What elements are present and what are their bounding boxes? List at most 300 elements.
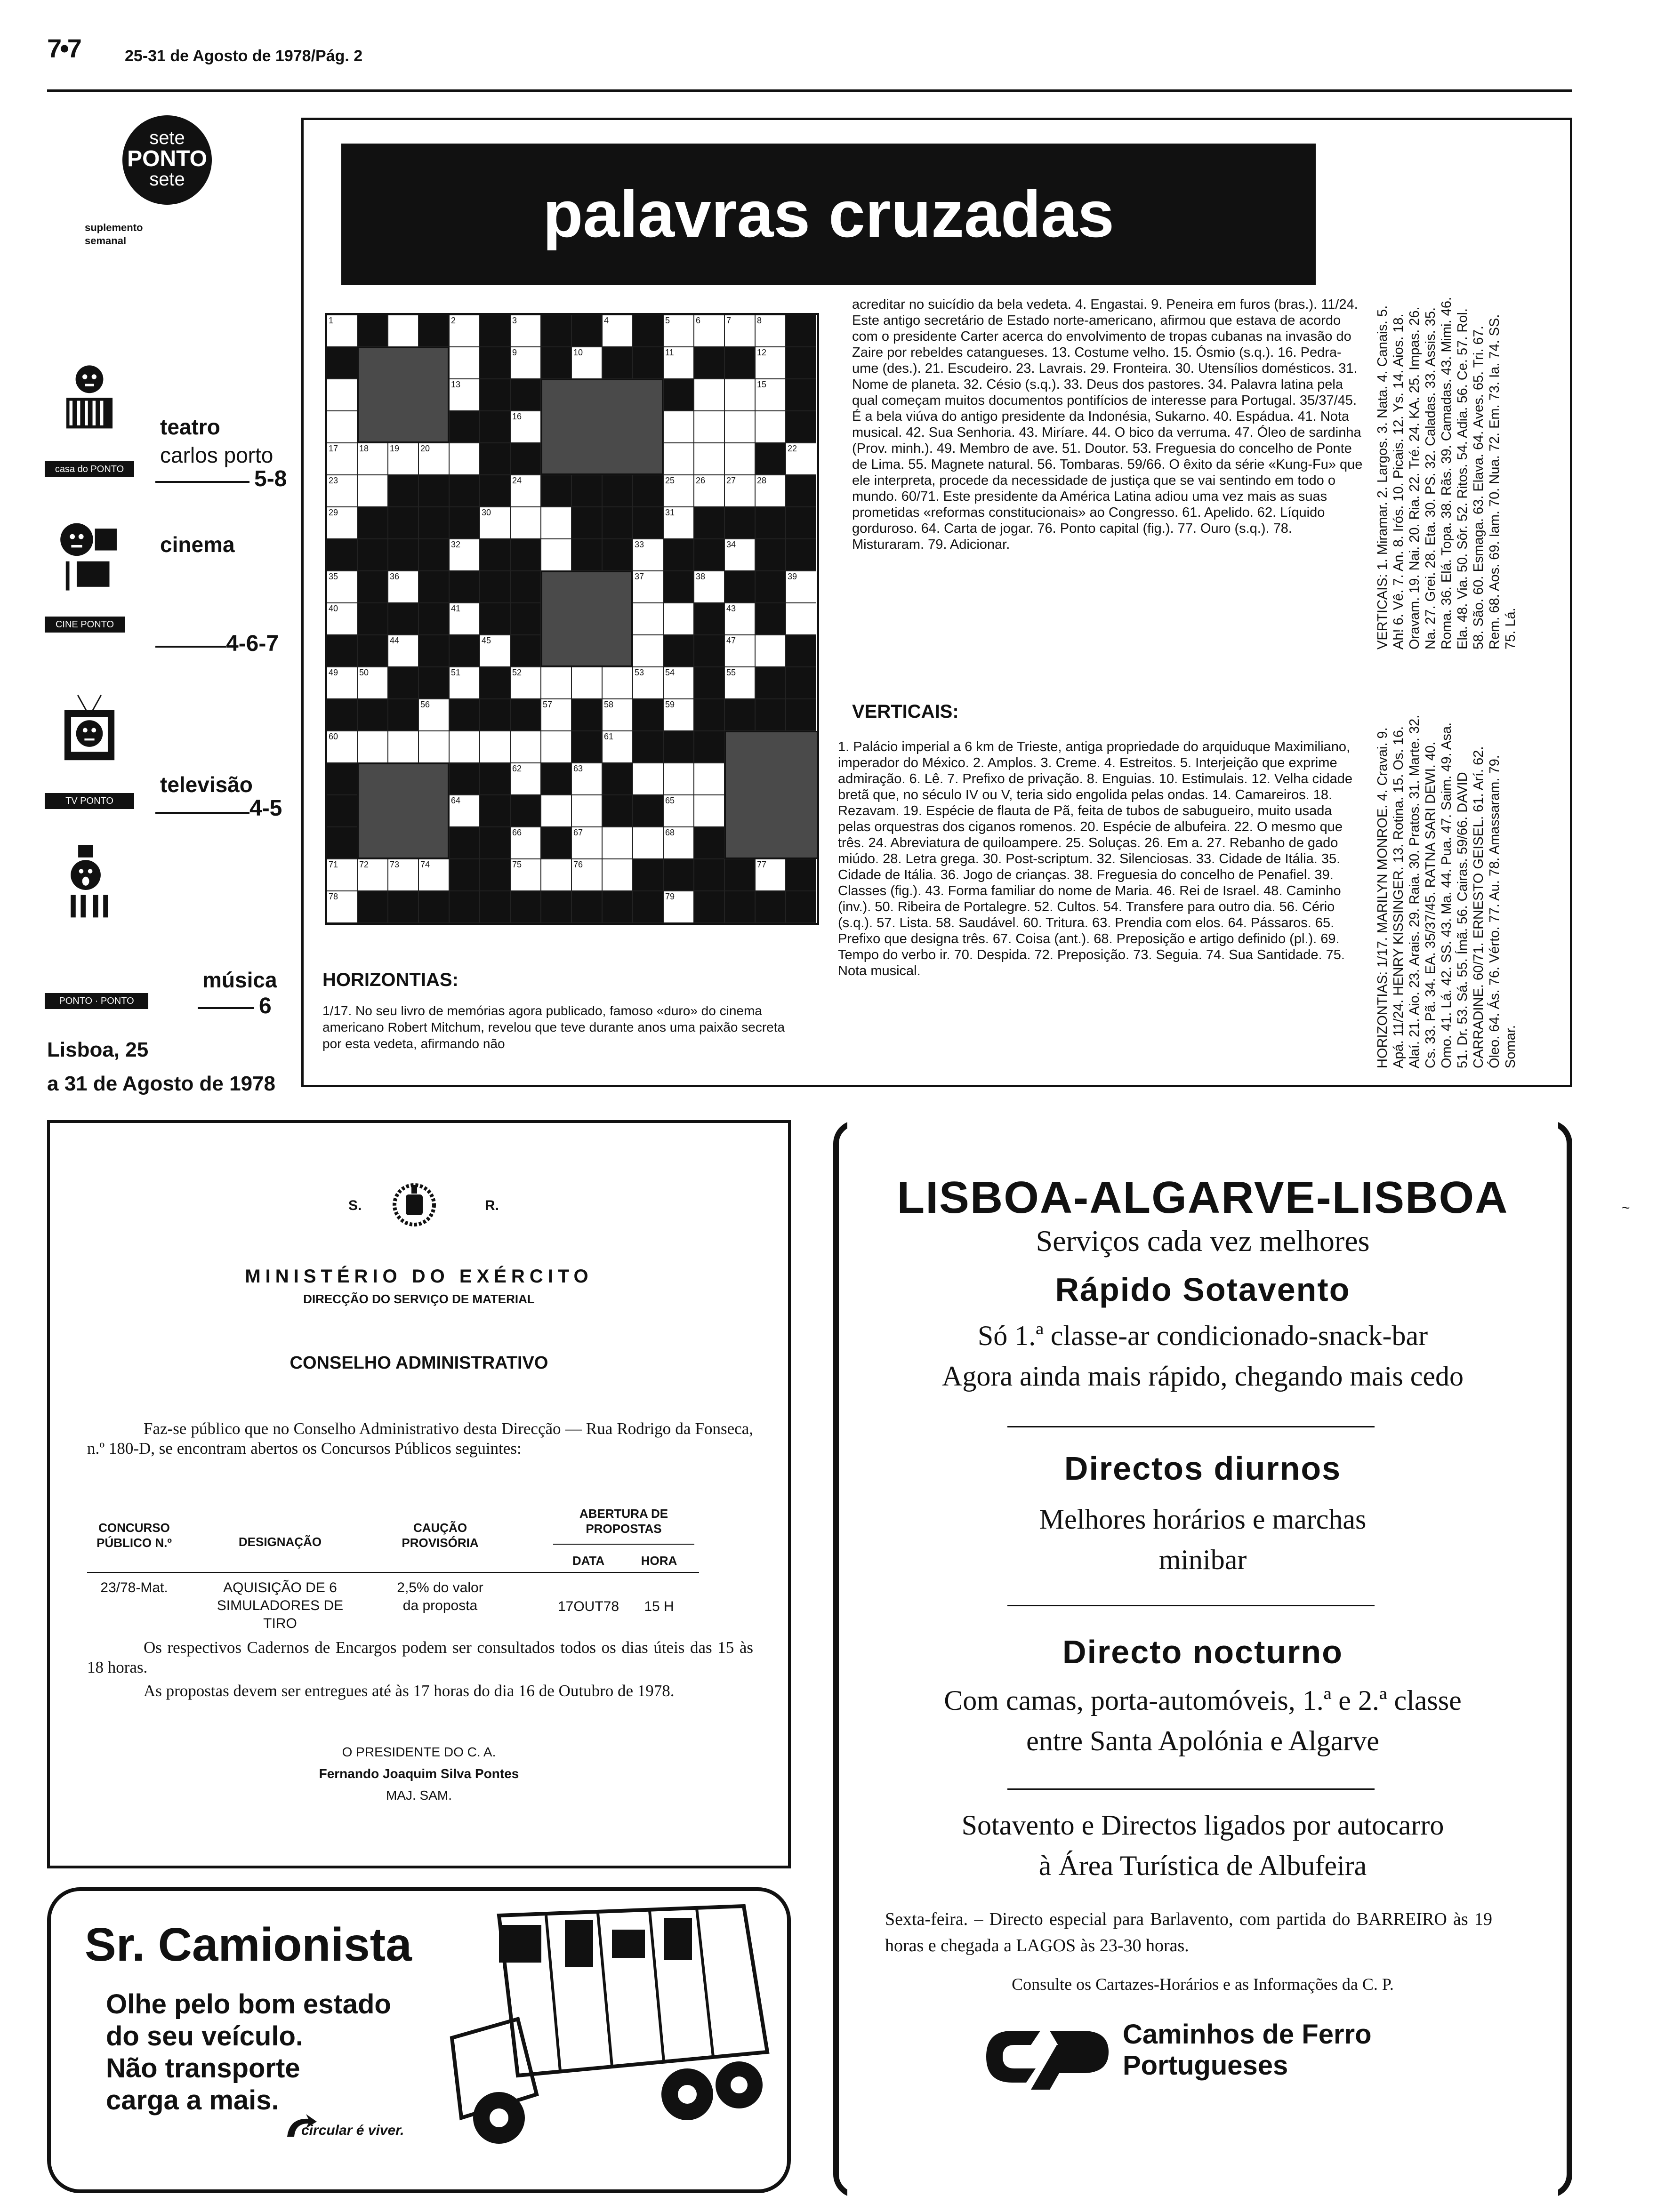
crossword-cell[interactable]: 77 <box>755 859 786 891</box>
camionista-slogan: circular é viver. <box>301 2123 404 2138</box>
crossword-block <box>755 603 786 635</box>
photo-henry-kissinger <box>541 379 663 475</box>
camionista-line-4: carga a mais. <box>106 2085 279 2116</box>
crossword-cell[interactable] <box>571 795 602 827</box>
crossword-cell[interactable]: 15 <box>755 379 786 411</box>
cp-rule-1 <box>1007 1426 1375 1427</box>
crossword-block <box>694 635 724 667</box>
crossword-cell[interactable] <box>602 859 633 891</box>
crossword-cell[interactable]: 51 <box>449 667 480 699</box>
camionista-line-1: Olhe pelo bom estado <box>106 1989 391 2020</box>
crossword-cell[interactable]: 49 <box>327 667 357 699</box>
crossword-cell[interactable]: 32 <box>449 539 480 571</box>
crossword-cell[interactable]: 12 <box>755 347 786 379</box>
crossword-cell[interactable]: 54 <box>663 667 694 699</box>
camionista-line-3: Não transporte <box>106 2053 300 2084</box>
crossword-block <box>694 859 724 891</box>
cell-designacao: AQUISIÇÃO DE 6 SIMULADORES DE TIRO <box>217 1580 344 1631</box>
newspaper-logo: 7•7 <box>47 33 80 63</box>
crossword-block <box>694 603 724 635</box>
crossword-cell[interactable]: 64 <box>449 795 480 827</box>
cp-consulte: Consulte os Cartazes-Horários e as Informações da C. P. <box>1012 1975 1394 1994</box>
crossword-block <box>633 731 663 763</box>
crossword-block <box>694 667 724 699</box>
table-header-rule <box>87 1572 699 1573</box>
cp-diurnos-line-2: minibar <box>1158 1544 1247 1575</box>
crossword-cell[interactable] <box>449 347 480 379</box>
crossword-cell[interactable]: 19 <box>388 443 418 475</box>
crossword-cell[interactable]: 10 <box>571 347 602 379</box>
crossword-cell[interactable]: 29 <box>327 507 357 539</box>
crossword-cell[interactable]: 36 <box>388 571 418 603</box>
crossword-block <box>357 635 388 667</box>
crossword-cell[interactable]: 11 <box>663 347 694 379</box>
crossword-block <box>357 603 388 635</box>
crossword-cell[interactable]: 66 <box>510 827 541 859</box>
crossword-cell[interactable]: 60 <box>327 731 357 763</box>
crossword-cell[interactable]: 27 <box>724 475 755 507</box>
ministry-foot-1: Os respectivos Cadernos de Encargos podem ser consultados todos os dias úteis das 15 às 18 horas. <box>87 1638 753 1676</box>
crossword-cell[interactable]: 25 <box>663 475 694 507</box>
crossword-block <box>786 315 816 347</box>
crossword-block <box>480 347 510 379</box>
crossword-cell[interactable]: 31 <box>663 507 694 539</box>
crossword-block <box>480 891 510 923</box>
crossword-block <box>327 635 357 667</box>
crossword-cell[interactable]: 63 <box>571 763 602 795</box>
section-cinema: cinema <box>160 532 235 557</box>
crossword-cell[interactable] <box>571 667 602 699</box>
crossword-block <box>510 539 541 571</box>
crossword-block <box>755 539 786 571</box>
crossword-block <box>480 795 510 827</box>
crossword-block <box>480 667 510 699</box>
crossword-cell[interactable] <box>694 411 724 443</box>
crossword-block <box>510 891 541 923</box>
crossword-block <box>388 475 418 507</box>
crossword-block <box>694 347 724 379</box>
crossword-cell[interactable]: 68 <box>663 827 694 859</box>
crossword-cell[interactable]: 28 <box>755 475 786 507</box>
crossword-cell[interactable]: 47 <box>724 635 755 667</box>
crossword-block <box>724 699 755 731</box>
crossword-cell[interactable] <box>541 667 571 699</box>
crossword-block <box>357 571 388 603</box>
crossword-cell[interactable]: 57 <box>541 699 571 731</box>
crossword-block <box>480 827 510 859</box>
crossword-cell[interactable] <box>694 795 724 827</box>
crossword-cell[interactable]: 16 <box>510 411 541 443</box>
crossword-cell[interactable]: 45 <box>480 635 510 667</box>
crossword-cell[interactable]: 76 <box>571 859 602 891</box>
section-musica-rule <box>198 1007 254 1009</box>
crossword-block <box>571 315 602 347</box>
crossword-cell[interactable] <box>418 731 449 763</box>
cp-nocturno-line-2: entre Santa Apolónia e Algarve <box>1026 1725 1379 1756</box>
photo-david-carradine <box>724 731 819 859</box>
crossword-cell[interactable]: 61 <box>602 731 633 763</box>
cp-name-line-2: Portugueses <box>1123 2050 1288 2081</box>
crossword-block <box>663 859 694 891</box>
section-teatro-rule <box>155 481 249 483</box>
crossword-cell[interactable]: 71 <box>327 859 357 891</box>
ministry-foot-2: As propostas devem ser entregues até às 17 horas do dia 16 de Outubro de 1978. <box>144 1682 675 1700</box>
crossword-block <box>571 475 602 507</box>
cell-data: 17OUT78 <box>557 1599 619 1614</box>
crossword-cell[interactable]: 5 <box>663 315 694 347</box>
crossword-cell[interactable]: 50 <box>357 667 388 699</box>
crossword-block <box>755 571 786 603</box>
crossword-cell[interactable]: 62 <box>510 763 541 795</box>
crossword-cell[interactable] <box>755 635 786 667</box>
crossword-block <box>694 891 724 923</box>
crossword-block <box>724 891 755 923</box>
crossword-cell[interactable] <box>663 603 694 635</box>
crossword-block <box>418 539 449 571</box>
crossword-block <box>480 763 510 795</box>
cp-autocarro-line-2: à Área Turística de Albufeira <box>1038 1850 1367 1881</box>
verticais-clues: 1. Palácio imperial a 6 km de Trieste, antiga propriedade do arquiduque Maximiliano, imperador do México. 2. Amplos. 3. Creme. 4. Estreitos. 5. Interjeição que exprime admiração. 6. Lê. 7. Prefixo de privação. 8. Enguias. 10. Estimulais. 12. Velha cidade bretã que, no século IV ou V, teria sido engolida pelas ondas. 14. Camareiros. 18. Rezavam. 19. Espécie de flauta de Pã, feita de tubos de sabugueiro, muito usada pelas orquestras dos ciganos romenos. 20. Espécie de albufeira. 22. O mesmo que três. 24. Abreviatura de quiloampere. 25. Soluças. 26. Em a. 27. Rebanho de gado miúdo. 28. Letra grega. 30. Post-scriptum. 32. Silenciosas. 33. Cidade de Itália. 35. Cidade de Itália. 36. Jogo de crianças. 38. Freguesia do concelho de Penafiel. 39. Classes (fig.). 43. Forma familiar do nome de Maria. 46. Rei de Israel. 48. Caminho (inv.). 50. Ribeira de Portalegre. 52. Cultos. 54. Transfere para outro dia. 56. Cério (s.q.). 57. Lista. 58. Saudável. 60. Tritura. 63. Prendia com elos. 64. Pássaros. 65. Prefixo que designa três. 67. Coisa (ant.). 68. Preposição e artigo definido (pl.). 69. Tempo do verbo ir. 70. Despida. 72. Preposição. 73. Seguia. 74. Sua Santidade. 75. Nota musical. <box>838 739 1352 978</box>
ministry-title: MINISTÉRIO DO EXÉRCITO <box>245 1266 593 1287</box>
signature-name: Fernando Joaquim Silva Pontes <box>319 1766 519 1781</box>
crossword-block <box>633 347 663 379</box>
crossword-block <box>694 539 724 571</box>
crossword-cell[interactable] <box>633 763 663 795</box>
crossword-cell[interactable]: 8 <box>755 315 786 347</box>
crossword-block <box>633 475 663 507</box>
cp-rapido-text <box>833 1315 1572 1396</box>
col-caucao: CAUÇÃO PROVISÓRIA <box>402 1521 479 1550</box>
crossword-cell[interactable]: 33 <box>633 539 663 571</box>
crossword-block <box>480 699 510 731</box>
crossword-cell[interactable]: 18 <box>357 443 388 475</box>
col-data: DATA <box>572 1554 605 1568</box>
crossword-cell[interactable]: 23 <box>327 475 357 507</box>
crossword-cell[interactable] <box>541 859 571 891</box>
col-hora: HORA <box>641 1554 677 1568</box>
crossword-cell[interactable]: 78 <box>327 891 357 923</box>
crossword-block <box>571 507 602 539</box>
crossword-block <box>327 795 357 827</box>
musica-badge: PONTO · PONTO <box>45 993 148 1009</box>
crossword-grid <box>325 313 819 925</box>
supplement-line-2: semanal <box>85 235 127 247</box>
crossword-cell[interactable] <box>724 443 755 475</box>
crossword-block <box>388 507 418 539</box>
crossword-block <box>755 507 786 539</box>
crossword-block <box>510 699 541 731</box>
cp-nocturno-text <box>833 1680 1572 1761</box>
crossword-block <box>327 347 357 379</box>
crossword-cell[interactable] <box>724 411 755 443</box>
section-teatro-author: carlos porto <box>160 443 273 467</box>
crossword-cell[interactable]: 38 <box>694 571 724 603</box>
solution-verticais: VERTICAIS: 1. Miramar. 2. Largos. 3. Nata. 4. Canais. 5. Ah! 6. Vê. 7. An. 8. Irós. 10. Picais. 12. Ys. 14. Aios. 18. Oravam. 19. Nai. 20. Ria. 22. Tré. 24. KA. 25. Impas. 26. Na. 27. Grei. 28. Eta. 30. PS. 32. Caladas. 33. Assis. 35. Roma. 36. Elá. Topa. 38. Rãs. 39. Camadas. 43. Mimi. 46. Ela. 48. Via. 50. Sôr. 52. Ritos. 54. Adia. 56. Ce. 57. Rol. 58. São. 60. Esmaga. 63. Elava. 64. Aves. 65. Tri. 67. Rem. 68. Aos. 69. Iam. 70. Nua. 72. Em. 73. Ia. 74. SS. 75. Lá. <box>1375 297 1518 649</box>
crossword-block <box>724 859 755 891</box>
cinema-badge: CINE PONTO <box>45 617 125 633</box>
horizontais-clues: 1/17. No seu livro de memórias agora publicado, famoso «duro» do cinema americano Robert Mitchum, revelou que teve durante anos uma paixão secreta por esta vedeta, afirmando não <box>322 1003 785 1051</box>
crossword-block <box>510 795 541 827</box>
crossword-block <box>602 347 633 379</box>
photo-marilyn-monroe <box>357 347 449 443</box>
crossword-cell[interactable] <box>449 731 480 763</box>
crossword-cell[interactable] <box>633 635 663 667</box>
crossword-block <box>480 411 510 443</box>
crossword-cell[interactable]: 3 <box>510 315 541 347</box>
ministry-signature <box>47 1741 791 1806</box>
crossword-block <box>449 571 480 603</box>
crossword-cell[interactable]: 6 <box>694 315 724 347</box>
crossword-cell[interactable]: 20 <box>418 443 449 475</box>
crossword-block <box>418 667 449 699</box>
verticais-heading: VERTICAIS: <box>852 701 959 722</box>
crossword-cell[interactable]: 75 <box>510 859 541 891</box>
crossword-block <box>388 667 418 699</box>
crossword-block <box>449 699 480 731</box>
crossword-block <box>327 539 357 571</box>
crossword-cell[interactable]: 13 <box>449 379 480 411</box>
crossword-block <box>480 443 510 475</box>
crossword-cell[interactable]: 30 <box>480 507 510 539</box>
crossword-block <box>786 347 816 379</box>
photo-ernesto-geisel <box>357 763 449 859</box>
cp-nocturno-line-1: Com camas, porta-automóveis, 1.ª e 2.ª classe <box>944 1685 1462 1716</box>
cinema-camera-icon <box>45 518 134 598</box>
crossword-cell[interactable] <box>357 475 388 507</box>
crossword-cell[interactable] <box>510 507 541 539</box>
crossword-block <box>480 603 510 635</box>
crossword-cell[interactable] <box>755 411 786 443</box>
margin-mark: ~ <box>1622 1200 1630 1216</box>
crossword-cell[interactable]: 2 <box>449 315 480 347</box>
cp-logo-icon <box>979 2019 1116 2094</box>
crossword-cell[interactable]: 73 <box>388 859 418 891</box>
crossword-block <box>663 539 694 571</box>
crossword-block <box>694 731 724 763</box>
crossword-cell[interactable]: 39 <box>786 571 816 603</box>
crossword-cell[interactable]: 1 <box>327 315 357 347</box>
crossword-block <box>571 699 602 731</box>
crossword-block <box>388 699 418 731</box>
crossword-cell[interactable]: 59 <box>663 699 694 731</box>
crossword-cell[interactable]: 22 <box>786 443 816 475</box>
crossword-block <box>541 475 571 507</box>
crossword-cell[interactable] <box>541 731 571 763</box>
crossword-block <box>755 699 786 731</box>
section-musica-pages: 6 <box>259 994 272 1018</box>
section-televisao-rule <box>155 812 249 814</box>
crossword-block <box>786 475 816 507</box>
crossword-cell[interactable] <box>388 315 418 347</box>
solution-horizontais: HORIZONTIAS: 1/17. MARILYN MONROE. 4. Cravai. 9. Apá. 11/24. HENRY KISSINGER. 13. Rotina. 15. Os. 16. Alaí. 21. Aio. 23. Arais. 29. Raia. 30. Pratos. 31. Marte. 32. Cs. 33. Pã. 34. EA. 35/37/45. RATNA SARI DEWI. 40. Omo. 41. Lá. 42. SS. 43. Ma. 44. Pua. 47. Saim. 49. Asa. 51. Dr. 53. Sá. 55. Ímã. 56. Cairas. 59/66. DAVID CARRADINE. 60/71. ERNESTO GEISEL. 61. Arí. 62. Óleo. 64. Ás. 76. Vérto. 77. Au. 78. Amassaram. 79. Somar. <box>1375 714 1518 1068</box>
crossword-block <box>663 571 694 603</box>
crossword-block <box>449 763 480 795</box>
crossword-block <box>388 539 418 571</box>
crossword-block <box>602 795 633 827</box>
crossword-block <box>510 635 541 667</box>
crossword-cell[interactable]: 79 <box>663 891 694 923</box>
crossword-cell[interactable] <box>663 763 694 795</box>
col-concurso: CONCURSO PÚBLICO N.º <box>97 1521 172 1550</box>
crossword-cell[interactable] <box>327 411 357 443</box>
crossword-cell[interactable] <box>388 731 418 763</box>
crossword-cell[interactable]: 74 <box>418 859 449 891</box>
crossword-block <box>633 507 663 539</box>
crossword-block <box>724 571 755 603</box>
crossword-block <box>755 891 786 923</box>
sete-ponto-sete-logo <box>122 115 212 205</box>
signature-role: O PRESIDENTE DO C. A. <box>342 1745 496 1759</box>
crossword-cell[interactable] <box>786 603 816 635</box>
crossword-cell[interactable] <box>541 507 571 539</box>
cp-rapido-sotavento: Rápido Sotavento <box>1055 1271 1351 1308</box>
cell-caucao: 2,5% do valor da proposta <box>397 1580 483 1613</box>
cp-rule-2 <box>1007 1605 1375 1606</box>
section-teatro: teatro <box>160 415 220 439</box>
header-rule <box>47 89 1572 92</box>
crossword-cell[interactable]: 35 <box>327 571 357 603</box>
cp-directos-diurnos: Directos diurnos <box>1064 1450 1342 1487</box>
logo-line-3: sete <box>149 169 185 190</box>
ministry-intro: Faz-se público que no Conselho Administrativo desta Direcção — Rua Rodrigo da Fonseca, n.º 180-D, se encontram abertos os Concursos Públicos seguintes: <box>87 1419 753 1458</box>
edition-date-line-2: a 31 de Agosto de 1978 <box>47 1072 276 1095</box>
crossword-block <box>786 859 816 891</box>
cp-subtitle: Serviços cada vez melhores <box>1036 1224 1370 1258</box>
crossword-block <box>602 475 633 507</box>
section-teatro-pages: 5-8 <box>254 466 287 491</box>
musica-singer-icon <box>45 842 134 922</box>
crossword-block <box>786 891 816 923</box>
cell-concurso: 23/78-Mat. <box>100 1580 168 1595</box>
overloaded-truck-illustration <box>442 1897 781 2160</box>
camionista-title: Sr. Camionista <box>85 1918 412 1971</box>
crossword-block <box>480 571 510 603</box>
crossword-cell[interactable] <box>694 379 724 411</box>
crossword-block <box>755 667 786 699</box>
crossword-cell[interactable] <box>602 667 633 699</box>
crossword-cell[interactable]: 41 <box>449 603 480 635</box>
crossword-block <box>418 635 449 667</box>
ministry-footnotes <box>87 1638 753 1705</box>
crossword-block <box>449 507 480 539</box>
crossword-cell[interactable]: 52 <box>510 667 541 699</box>
crossword-block <box>633 795 663 827</box>
crossword-block <box>571 731 602 763</box>
crossword-cell[interactable] <box>510 731 541 763</box>
signature-rank: MAJ. SAM. <box>386 1788 452 1803</box>
crossword-cell[interactable] <box>694 763 724 795</box>
section-cinema-pages: 4-6-7 <box>226 631 279 656</box>
cp-rule-3 <box>1007 1788 1375 1790</box>
crossword-cell[interactable] <box>480 731 510 763</box>
crossword-cell[interactable] <box>449 443 480 475</box>
crossword-block <box>602 539 633 571</box>
crossword-block <box>449 891 480 923</box>
crossword-cell[interactable]: 4 <box>602 315 633 347</box>
ministry-directorate: DIRECÇÃO DO SERVIÇO DE MATERIAL <box>303 1292 535 1306</box>
cp-autocarro-line-1: Sotavento e Directos ligados por autocarro <box>961 1810 1444 1841</box>
crossword-block <box>541 315 571 347</box>
logo-line-2: PONTO <box>127 146 207 171</box>
crossword-cell[interactable]: 58 <box>602 699 633 731</box>
crossword-cell[interactable]: 17 <box>327 443 357 475</box>
crossword-cell[interactable] <box>694 443 724 475</box>
crossword-cell[interactable]: 40 <box>327 603 357 635</box>
logo-line-1: sete <box>149 128 185 148</box>
crossword-block <box>571 891 602 923</box>
crossword-cell[interactable]: 37 <box>633 571 663 603</box>
crossword-cell[interactable] <box>663 443 694 475</box>
crossword-cell[interactable]: 55 <box>724 667 755 699</box>
crossword-block <box>694 827 724 859</box>
crossword-cell[interactable]: 44 <box>388 635 418 667</box>
crossword-cell[interactable]: 43 <box>724 603 755 635</box>
crossword-cell[interactable]: 56 <box>418 699 449 731</box>
crossword-cell[interactable] <box>327 379 357 411</box>
cp-sexta-feira-notice: Sexta-feira. – Directo especial para Barlavento, com partida do BARREIRO às 19 horas e chegada a LAGOS às 23-30 horas. <box>885 1909 1492 1956</box>
crossword-block <box>694 699 724 731</box>
cp-frame-top-gap <box>847 1118 1558 1132</box>
crossword-cell[interactable]: 26 <box>694 475 724 507</box>
crossword-block <box>663 379 694 411</box>
crossword-cell[interactable] <box>541 795 571 827</box>
teatro-mask-icon <box>45 358 134 438</box>
section-musica: música <box>202 968 277 992</box>
crossword-block <box>418 891 449 923</box>
crossword-cell[interactable]: 24 <box>510 475 541 507</box>
crossword-cell[interactable] <box>633 827 663 859</box>
crossword-cell[interactable] <box>602 827 633 859</box>
crossword-cell[interactable] <box>663 411 694 443</box>
abertura-rule <box>553 1544 694 1545</box>
crossword-block <box>694 507 724 539</box>
crossword-cell[interactable]: 67 <box>571 827 602 859</box>
crossword-cell[interactable]: 34 <box>724 539 755 571</box>
crossword-block <box>602 507 633 539</box>
crossword-block <box>480 315 510 347</box>
crossword-block <box>357 507 388 539</box>
crossword-cell[interactable]: 9 <box>510 347 541 379</box>
crossword-cell[interactable] <box>541 539 571 571</box>
crossword-block <box>418 571 449 603</box>
supplement-line-1: suplemento <box>85 222 143 233</box>
crossword-block <box>724 347 755 379</box>
horizontais-clues-continued: acreditar no suicídio da bela vedeta. 4. Engastai. 9. Peneira em furos (bras.). 11/24. Este antigo secretário de Estado norte-americano, afirmou que estava de acordo com o presidente Carter acerca do envolvimento de tropas cubanas na invasão do Zaire por rebeldes catangueses. 13. Costume velho. 15. Ósmio (s.q.). 16. Pedra-ume (des.). 21. Escudeiro. 23. Lavrais. 29. Fronteira. 30. Utensílios domésticos. 31. Nome de planeta. 32. Césio (s.q.). 33. Deus dos pastores. 34. Palavra latina pela qual começam muitos documentos pontifícios de interesse para Portugal. 35/37/45. É a bela viúva do antigo presidente da Indonésia, Sukarno. 40. Espádua. 41. Nota musical. 42. Sua Senhoria. 43. Miríare. 44. O bico da verruma. 47. Óleo de sardinha (Prov. minh.). 49. Membro de ave. 51. Doutor. 53. Freguesia do concelho de Ponte de Lima. 55. Magnete natural. 56. Tombaras. 59/66. O êxito da série «Kung-Fu» que ele interpreta, procede da necessidade de justiça que se vai sentindo em todo o mundo. 60/71. Este presidente da América Latina adiou uma vez mais as suas prometidas «reformas constitucionais» ao Congresso. 61. Apelido. 62. Líquido gorduroso. 64. Carta de jogar. 76. Ponto capital (fig.). 77. Ouro (s.q.). 78. Misturaram. 79. Adicionar. <box>852 297 1363 552</box>
section-televisao: televisão <box>160 772 253 797</box>
horizontais-heading: HORIZONTIAS: <box>322 970 458 990</box>
cp-directo-nocturno: Directo nocturno <box>1062 1634 1343 1670</box>
crossword-cell[interactable]: 7 <box>724 315 755 347</box>
crossword-block <box>786 667 816 699</box>
crossword-cell[interactable]: 53 <box>633 667 663 699</box>
ministry-s-mark: S. <box>348 1198 362 1213</box>
crossword-cell[interactable] <box>633 603 663 635</box>
crossword-cell[interactable]: 65 <box>663 795 694 827</box>
crossword-block <box>357 539 388 571</box>
crossword-block <box>541 891 571 923</box>
coat-of-arms-emblem <box>391 1181 438 1228</box>
crossword-cell[interactable] <box>357 731 388 763</box>
crossword-cell[interactable]: 72 <box>357 859 388 891</box>
cp-rapido-line-2: Agora ainda mais rápido, chegando mais cedo <box>942 1361 1464 1392</box>
ministry-council: CONSELHO ADMINISTRATIVO <box>290 1353 548 1373</box>
issue-date-page: 25-31 de Agosto de 1978/Pág. 2 <box>125 47 363 65</box>
camionista-body <box>106 1988 435 2116</box>
col-designacao: DESIGNAÇÃO <box>238 1535 322 1549</box>
cp-company-name <box>1123 2019 1372 2081</box>
cp-diurnos-text <box>833 1499 1572 1580</box>
crossword-cell[interactable] <box>724 379 755 411</box>
